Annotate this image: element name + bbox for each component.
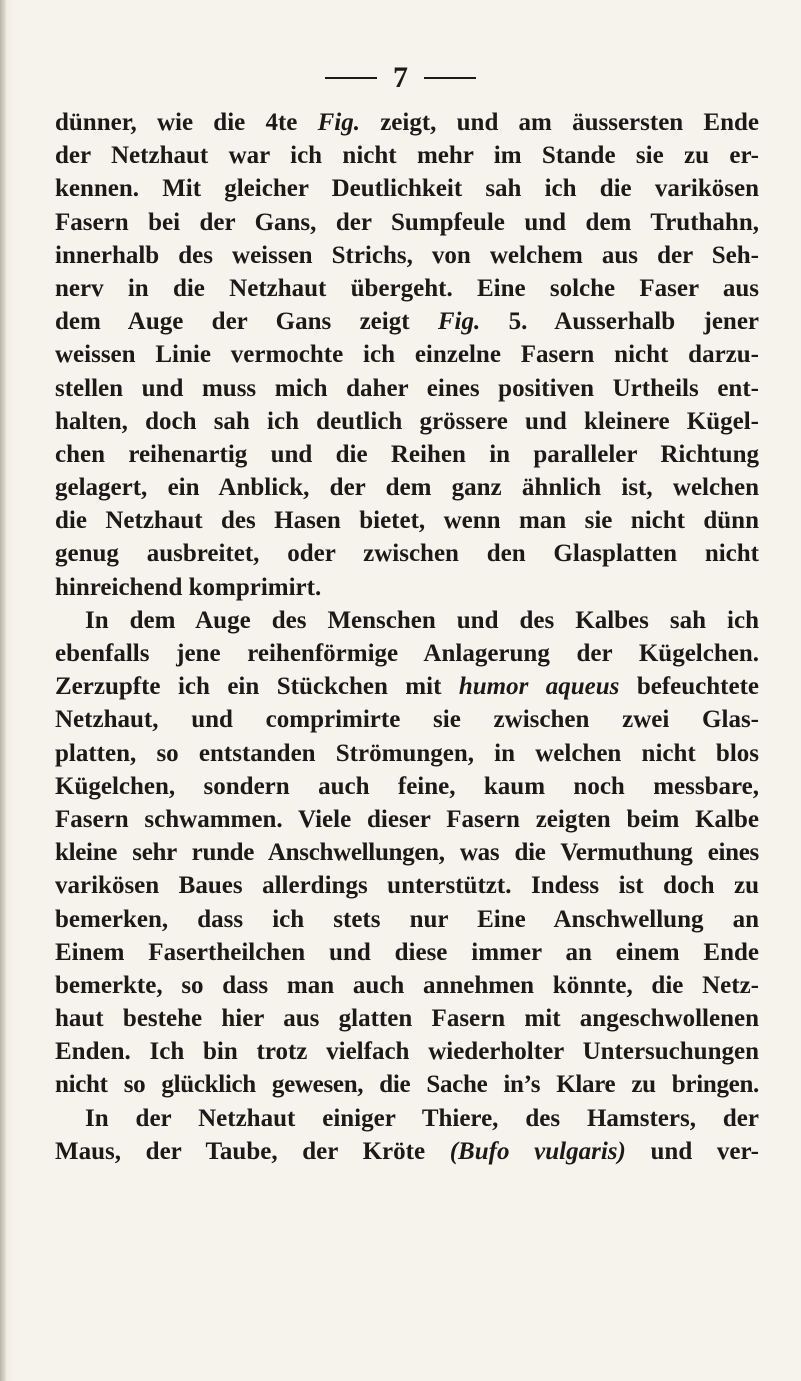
text-run: 5. Ausserhalb jener bbox=[480, 308, 760, 336]
text-line bbox=[55, 604, 759, 637]
text-line bbox=[55, 737, 759, 770]
text-line bbox=[55, 1102, 759, 1135]
text-line bbox=[55, 471, 759, 504]
text-line bbox=[55, 936, 759, 969]
text-run: platten, so entstanden Strömungen, in welchen nicht blos bbox=[55, 739, 759, 767]
header-rule-left bbox=[325, 77, 377, 79]
italic-text-run: Fig. bbox=[437, 308, 481, 336]
text-run: In der Netzhaut einiger Thiere, des Hamsters, der bbox=[85, 1104, 759, 1132]
text-run: Netzhaut, und comprimirte sie zwischen zwei Glas- bbox=[55, 706, 759, 734]
text-run: kleine sehr runde Anschwellungen, was die Vermuthung eines bbox=[55, 839, 759, 867]
text-line bbox=[55, 670, 759, 703]
text-run: Kügelchen, sondern auch feine, kaum noch messbare, bbox=[55, 772, 759, 800]
header-rule-right bbox=[424, 77, 476, 79]
text-run: hinreichend komprimirt. bbox=[55, 573, 322, 601]
text-line bbox=[55, 803, 759, 836]
text-line bbox=[55, 836, 759, 869]
text-run: ebenfalls jene reihenförmige Anlagerung der Kügelchen. bbox=[55, 640, 759, 667]
text-run: weissen Linie vermochte ich einzelne Fasern nicht darzu- bbox=[55, 341, 759, 369]
text-run: Maus, der Taube, der Kröte bbox=[55, 1137, 450, 1165]
italic-text-run: Fig. bbox=[317, 109, 360, 136]
text-line bbox=[55, 1135, 759, 1168]
text-line bbox=[55, 206, 759, 239]
text-run: zeigt, und am äussersten Ende bbox=[359, 109, 760, 136]
text-line bbox=[55, 305, 759, 338]
text-line bbox=[55, 504, 759, 537]
page-number: 7 bbox=[393, 61, 408, 94]
page-header bbox=[0, 58, 801, 98]
text-line bbox=[55, 1068, 759, 1101]
italic-text-run: (Bufo vulgaris) bbox=[449, 1137, 626, 1165]
text-run: stellen und muss mich daher eines positiven Urtheils ent- bbox=[55, 374, 759, 402]
text-run: und ver- bbox=[625, 1137, 759, 1165]
text-line bbox=[55, 869, 759, 902]
text-run: innerhalb des weissen Strichs, von welchem aus der Seh- bbox=[55, 241, 759, 269]
text-run: dünner, wie die 4te bbox=[55, 109, 318, 136]
text-line bbox=[55, 239, 759, 272]
text-run: Enden. Ich bin trotz vielfach wiederholter Untersuchungen bbox=[55, 1038, 759, 1066]
page-binding-edge bbox=[0, 0, 6, 1381]
text-line bbox=[55, 106, 759, 139]
text-run: Zerzupfte ich ein Stückchen mit bbox=[55, 673, 459, 701]
text-run: der Netzhaut war ich nicht mehr im Stande sie zu er- bbox=[55, 142, 759, 170]
text-run: chen reihenartig und die Reihen in paralleler Richtung bbox=[55, 440, 759, 468]
text-run: varikösen Baues allerdings unterstützt. Indess ist doch zu bbox=[55, 872, 759, 900]
text-line bbox=[55, 903, 759, 936]
text-run: halten, doch sah ich deutlich grössere und kleinere Kügel- bbox=[55, 407, 759, 435]
text-run: befeuchtete bbox=[619, 673, 759, 701]
text-line bbox=[55, 338, 759, 371]
text-line bbox=[55, 438, 759, 471]
text-line bbox=[55, 703, 759, 736]
text-line bbox=[55, 139, 759, 172]
text-line bbox=[55, 537, 759, 570]
body-text bbox=[55, 106, 759, 1168]
text-line bbox=[55, 770, 759, 803]
text-run: Einem Fasertheilchen und diese immer an einem Ende bbox=[55, 938, 759, 966]
text-run: genug ausbreitet, oder zwischen den Glasplatten nicht bbox=[55, 540, 759, 568]
italic-text-run: humor aqueus bbox=[458, 673, 620, 701]
text-run: Fasern bei der Gans, der Sumpfeule und dem Truthahn, bbox=[55, 208, 759, 236]
text-line bbox=[55, 969, 759, 1002]
text-line bbox=[55, 272, 759, 305]
text-run: nicht so glücklich gewesen, die Sache in’s Klare zu bringen. bbox=[55, 1071, 759, 1099]
text-run: gelagert, ein Anblick, der dem ganz ähnlich ist, welchen bbox=[55, 474, 759, 502]
text-line bbox=[55, 405, 759, 438]
text-run: haut bestehe hier aus glatten Fasern mit angeschwollenen bbox=[55, 1005, 759, 1033]
text-run: kennen. Mit gleicher Deutlichkeit sah ich die varikösen bbox=[55, 175, 759, 203]
text-run: bemerkte, so dass man auch annehmen könnte, die Netz- bbox=[55, 971, 759, 999]
text-line bbox=[55, 1002, 759, 1035]
text-run: In dem Auge des Menschen und des Kalbes sah ich bbox=[85, 606, 759, 634]
text-line bbox=[55, 637, 759, 670]
text-line bbox=[55, 1035, 759, 1068]
text-run: Fasern schwammen. Viele dieser Fasern zeigten beim Kalbe bbox=[55, 805, 759, 833]
text-run: nerv in die Netzhaut übergeht. Eine solche Faser aus bbox=[55, 274, 759, 302]
text-line bbox=[55, 172, 759, 205]
text-line bbox=[55, 372, 759, 405]
text-run: die Netzhaut des Hasen bietet, wenn man sie nicht dünn bbox=[55, 507, 759, 535]
text-line bbox=[55, 571, 759, 604]
text-run: dem Auge der Gans zeigt bbox=[55, 308, 438, 336]
text-run: bemerken, dass ich stets nur Eine Anschwellung an bbox=[55, 905, 759, 933]
